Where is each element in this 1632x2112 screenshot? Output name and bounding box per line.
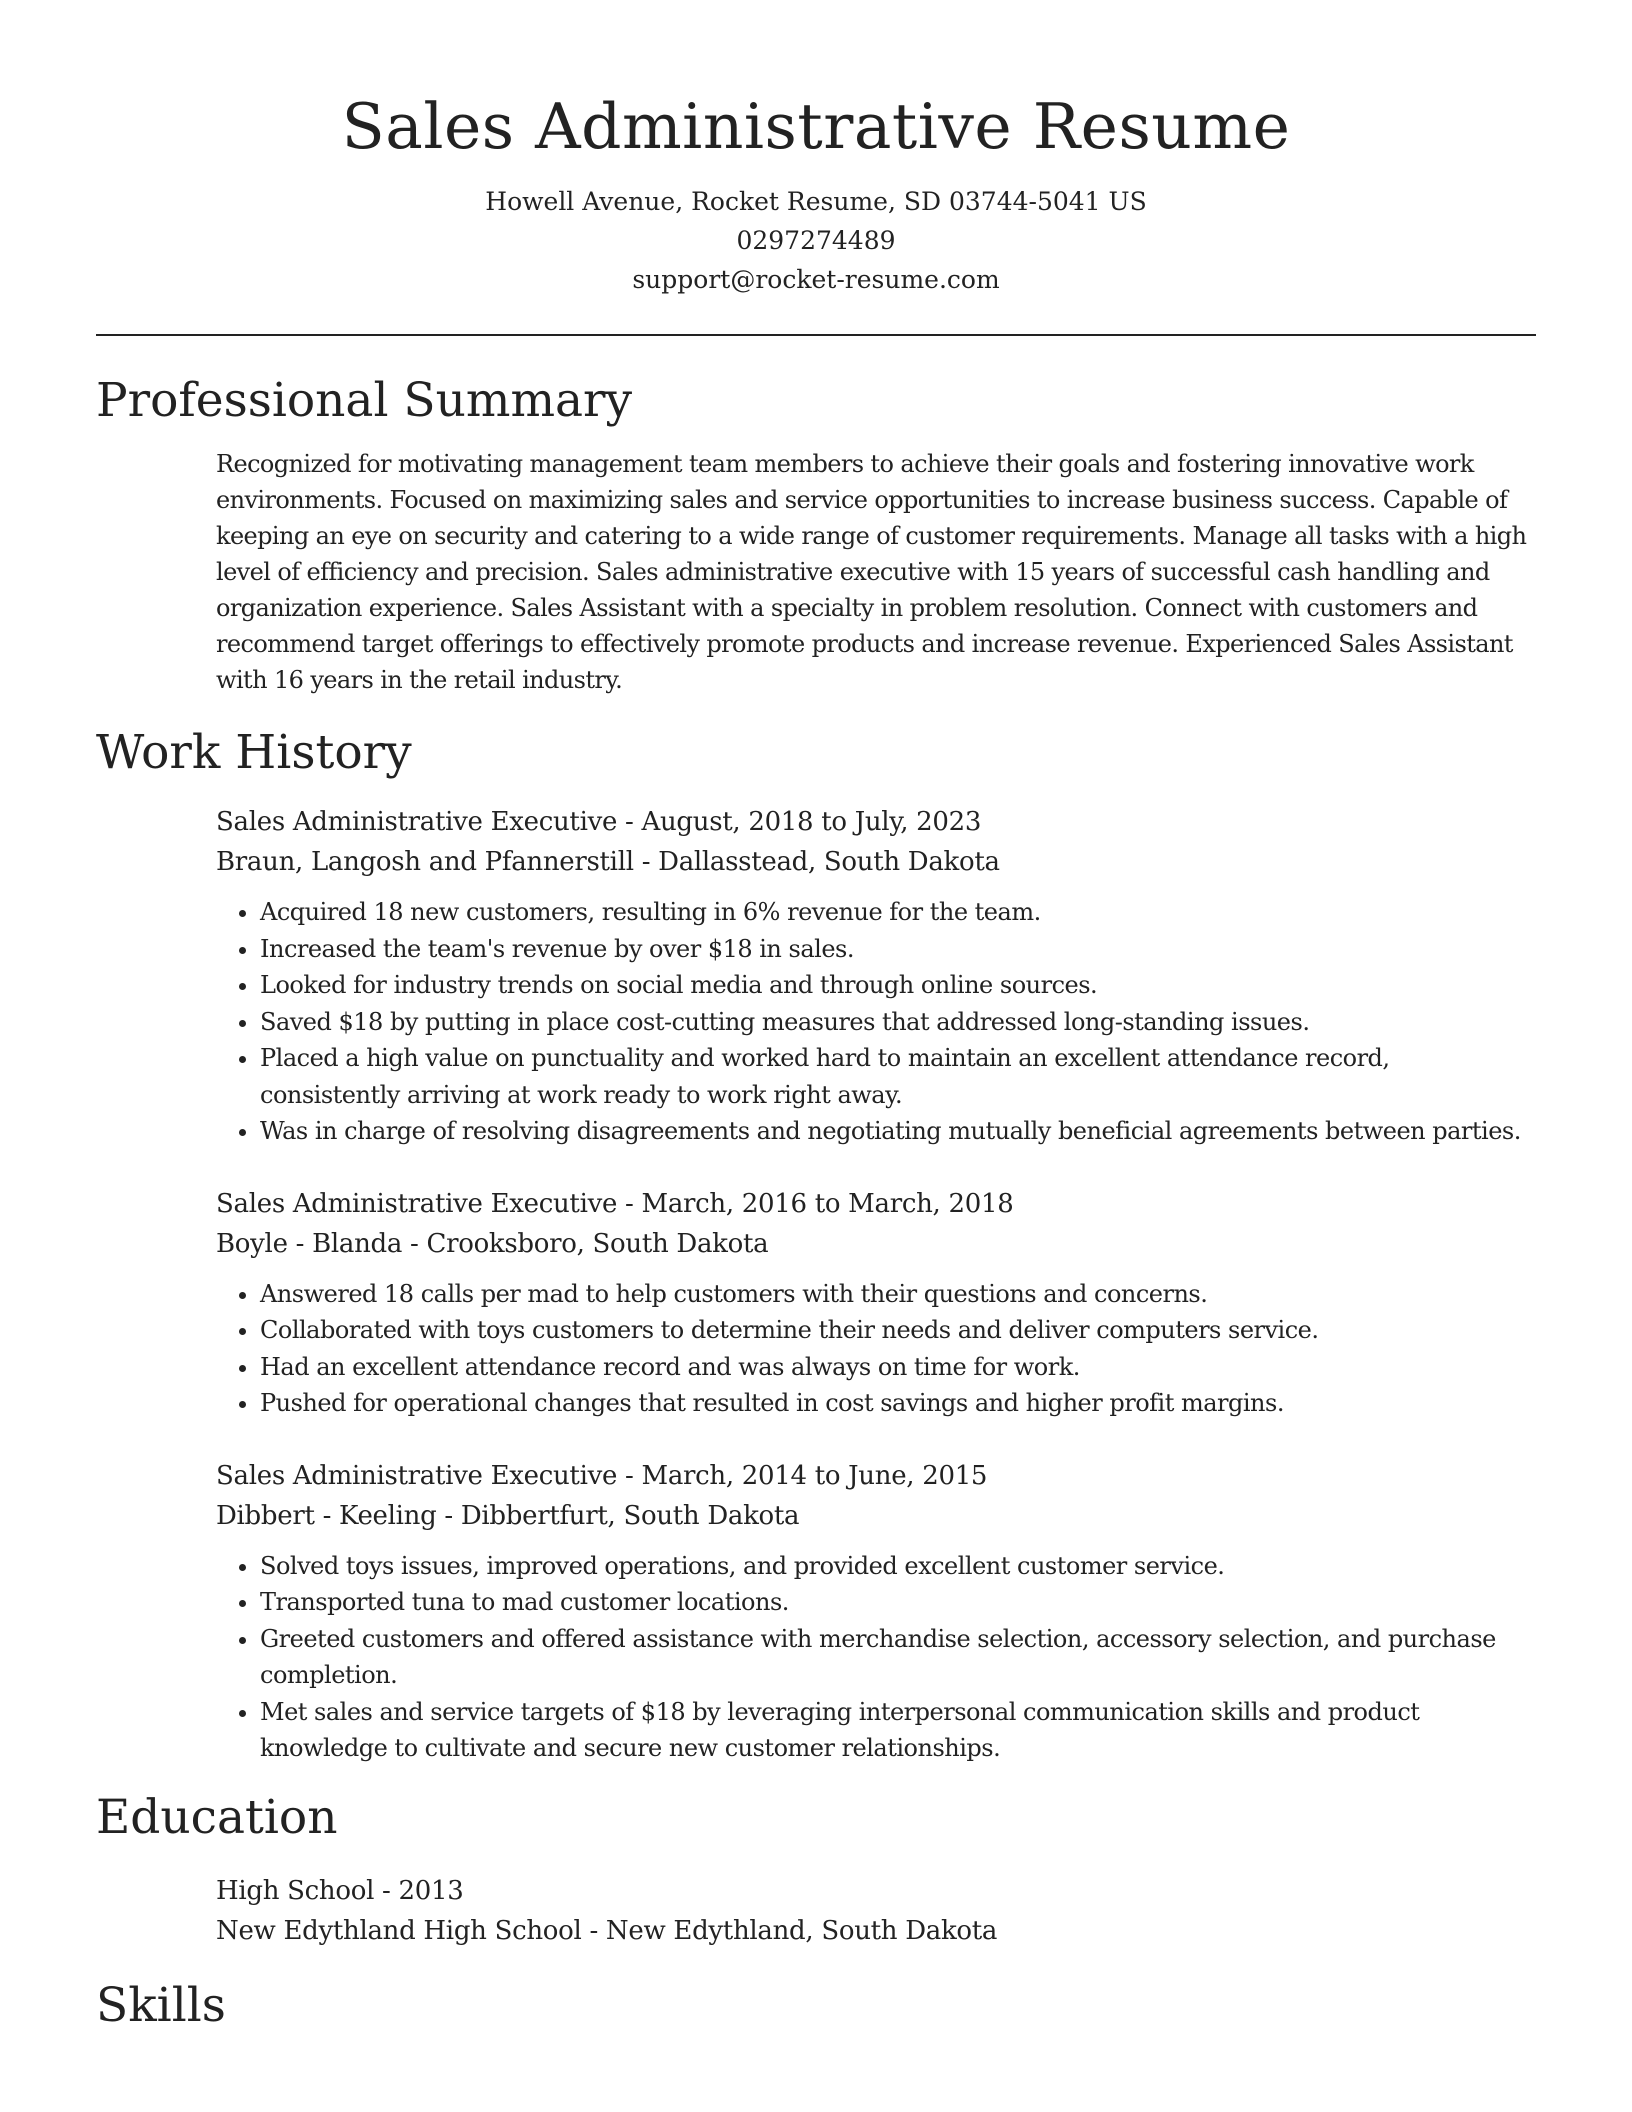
education-heading: Education <box>96 1789 338 1845</box>
job-title: Sales Administrative Executive <box>216 1460 618 1491</box>
education-entry <box>216 1871 1536 1951</box>
list-item: • Answered 18 calls per mad to help customers with their questions and concerns. <box>260 1276 1536 1313</box>
list-item: • Collaborated with toys customers to determine their needs and deliver computers service. <box>260 1312 1536 1349</box>
resume-page <box>96 0 1536 2037</box>
job-title: Sales Administrative Executive <box>216 1188 618 1219</box>
list-item: • Looked for industry trends on social media and through online sources. <box>260 967 1536 1004</box>
job-company: Dibbert - Keeling <box>216 1500 437 1531</box>
job-entry <box>216 802 1536 1150</box>
skills-section <box>96 1975 1536 2037</box>
job-title-line <box>216 1456 1536 1496</box>
contact-block <box>96 182 1536 299</box>
work-history-section <box>96 722 1536 1767</box>
list-item: • Transported tuna to mad customer locations. <box>260 1584 1536 1621</box>
job-company-line <box>216 1224 1536 1264</box>
job-bullets <box>216 894 1536 1150</box>
summary-text: Recognized for motivating management team members to achieve their goals and fostering innovative work environments. Focused on maximizing sales and service opportunities to increase business success. Capable of keeping an eye on security and catering to a wide range of customer requirements. Manage all tasks with a high level of efficiency and precision. Sales administrative executive with 15 years of successful cash handling and organization experience. Sales Assistant with a specialty in problem resolution. Connect with customers and recommend target offerings to effectively promote products and increase revenue. Experienced Sales Assistant with 16 years in the retail industry. <box>216 450 1527 694</box>
job-title-line <box>216 1184 1536 1224</box>
job-location: - Dibbertfurt, South Dakota <box>436 1500 800 1531</box>
job-location: - Dallasstead, South Dakota <box>633 847 1000 877</box>
education-year: - 2013 <box>374 1875 464 1906</box>
resume-header <box>96 0 1536 299</box>
job-title-line <box>216 802 1536 842</box>
list-item: • Increased the team's revenue by over $18 in sales. <box>260 931 1536 968</box>
work-history-heading: Work History <box>96 725 412 780</box>
list-item: • Met sales and service targets of $18 by leveraging interpersonal communication skills and product knowledge to cultivate and secure new customer relationships. <box>260 1694 1536 1767</box>
list-item: • Placed a high value on punctuality and worked hard to maintain an excellent attendance record, consistently arriving at work ready to work right away. <box>260 1040 1536 1113</box>
job-company: Braun, Langosh and Pfannerstill <box>216 847 634 877</box>
contact-phone: 0297274489 <box>736 226 896 255</box>
list-item: • Pushed for operational changes that resulted in cost savings and higher profit margins. <box>260 1385 1536 1422</box>
summary-section <box>96 370 1536 698</box>
job-company-line <box>216 842 1536 882</box>
education-location: - New Edythland, South Dakota <box>581 1915 998 1946</box>
job-company-line <box>216 1496 1536 1536</box>
job-entry <box>216 1184 1536 1422</box>
job-bullets <box>216 1548 1536 1767</box>
education-section <box>96 1787 1536 1951</box>
contact-address: Howell Avenue, Rocket Resume, SD 03744-5041 US <box>485 187 1147 216</box>
resume-title: Sales Administrative Resume <box>341 90 1291 163</box>
skills-heading: Skills <box>96 1977 226 2033</box>
list-item: • Saved $18 by putting in place cost-cutting measures that addressed long-standing issues. <box>260 1004 1536 1041</box>
list-item: • Acquired 18 new customers, resulting in 6% revenue for the team. <box>260 894 1536 931</box>
job-dates: - August, 2018 to July, 2023 <box>617 807 982 837</box>
contact-email: support@rocket-resume.com <box>632 265 1000 294</box>
job-company: Boyle - Blanda <box>216 1228 403 1259</box>
header-divider <box>96 334 1536 336</box>
education-degree-line <box>216 1871 1536 1911</box>
education-school-line <box>216 1911 1536 1951</box>
job-entry <box>216 1456 1536 1767</box>
list-item: • Was in charge of resolving disagreements and negotiating mutually beneficial agreements between parties. <box>260 1113 1536 1150</box>
list-item: • Had an excellent attendance record and was always on time for work. <box>260 1349 1536 1386</box>
job-title: Sales Administrative Executive <box>216 807 618 837</box>
summary-heading: Professional Summary <box>96 373 633 428</box>
job-dates: - March, 2014 to June, 2015 <box>617 1460 988 1491</box>
education-school: New Edythland High School <box>216 1915 582 1946</box>
job-bullets <box>216 1276 1536 1422</box>
list-item: • Solved toys issues, improved operations, and provided excellent customer service. <box>260 1548 1536 1585</box>
job-location: - Crooksboro, South Dakota <box>402 1228 769 1259</box>
job-dates: - March, 2016 to March, 2018 <box>617 1188 1014 1219</box>
list-item: • Greeted customers and offered assistance with merchandise selection, accessory selection, and purchase completion. <box>260 1621 1536 1694</box>
education-degree: High School <box>216 1875 375 1906</box>
